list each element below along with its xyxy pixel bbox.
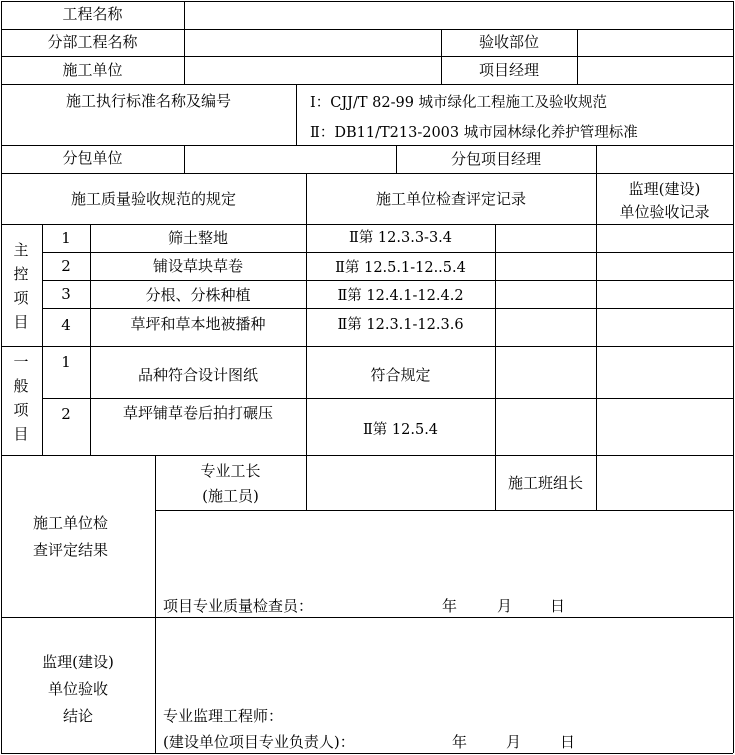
row-number: 3 (61, 285, 71, 303)
row-clause: 符合规定 (370, 366, 431, 384)
foreman-value[interactable] (307, 456, 494, 509)
main-items-group-label: 主 控 项 目 (13, 241, 29, 331)
column-supervisor-line2: 单位验收记录 (619, 203, 710, 221)
team-leader-label: 施工班组长 (507, 474, 583, 492)
contractor-label: 施工单位 (62, 61, 123, 79)
subcontract-manager-label: 分包项目经理 (450, 150, 541, 168)
rule (1, 346, 733, 347)
rule (1, 753, 733, 754)
row-clause: Ⅱ第 12.3.3-3.4 (348, 230, 453, 246)
date-year: 年 (442, 597, 458, 615)
rule (42, 308, 733, 309)
row-number: 2 (61, 405, 71, 423)
contractor-value[interactable] (185, 57, 440, 83)
contractor-result-area[interactable] (156, 511, 732, 591)
row-item: 草坪铺草卷后拍打碾压 (122, 404, 273, 422)
row-item: 铺设草块草卷 (152, 257, 243, 275)
standard-2: Ⅱ：DB11/T213-2003 城市园林绿化养护管理标准 (310, 125, 638, 141)
project-name-value[interactable] (185, 2, 732, 28)
date-year: 年 (452, 733, 468, 751)
rule (42, 398, 733, 399)
project-name-label: 工程名称 (62, 5, 123, 23)
row-number: 4 (61, 316, 71, 334)
rule (1, 173, 733, 174)
row-item: 草坪和草本地被播种 (130, 315, 266, 333)
foreman-label-line1: 专业工长 (200, 462, 261, 480)
quality-inspector-label: 项目专业质量检查员： (163, 597, 314, 615)
subcontractor-label: 分包单位 (62, 149, 123, 167)
rule (1, 1, 2, 753)
team-leader-value[interactable] (597, 456, 732, 509)
date-month: 月 (506, 733, 522, 751)
standard-1: Ⅰ：CJJ/T 82-99 城市绿化工程施工及验收规范 (310, 95, 608, 111)
foreman-label-line2: (施工员) (202, 487, 259, 505)
rule (733, 1, 734, 753)
project-manager-value[interactable] (578, 57, 732, 83)
row-clause: Ⅱ第 12.5.1-12..5.4 (335, 260, 466, 276)
row-clause: Ⅱ第 12.5.4 (362, 422, 439, 438)
supervisor-conclusion-line1: 监理(建设) (42, 653, 114, 671)
rule (42, 252, 733, 253)
row-clause: Ⅱ第 12.3.1-12.3.6 (337, 317, 464, 333)
owner-representative-label: (建设单位项目专业负责人)： (163, 733, 355, 751)
rule (42, 280, 733, 281)
rule (1, 84, 733, 85)
row-number: 2 (61, 257, 71, 275)
date-month: 月 (497, 597, 513, 615)
rule (1, 224, 733, 225)
row-number: 1 (61, 229, 71, 247)
general-items-group-label: 一 般 项 目 (13, 353, 29, 443)
column-spec: 施工质量验收规范的规定 (70, 190, 236, 208)
row-item: 分根、分株种植 (145, 286, 251, 304)
acceptance-part-value[interactable] (578, 30, 732, 55)
column-check-record: 施工单位检查评定记录 (375, 190, 526, 208)
rule (495, 224, 496, 510)
row-item: 筛土整地 (167, 229, 228, 247)
subcontractor-value[interactable] (185, 146, 395, 172)
supervisor-conclusion-area[interactable] (156, 618, 732, 702)
row-number: 1 (61, 353, 71, 371)
row-clause: Ⅱ第 12.4.1-12.4.2 (337, 288, 464, 304)
supervisor-conclusion-line3: 结论 (62, 707, 93, 725)
project-manager-label: 项目经理 (478, 61, 539, 79)
contractor-result-line2: 查评定结果 (33, 541, 109, 559)
supervising-engineer-label: 专业监理工程师： (163, 707, 284, 725)
contractor-result-line1: 施工单位检 (33, 514, 109, 532)
subproject-name-value[interactable] (185, 30, 440, 55)
rule (296, 84, 297, 145)
date-day: 日 (560, 733, 576, 751)
standard-label: 施工执行标准名称及编号 (65, 92, 231, 110)
date-day: 日 (550, 597, 566, 615)
supervisor-conclusion-line2: 单位验收 (47, 680, 108, 698)
row-item: 品种符合设计图纸 (137, 366, 258, 384)
subcontract-manager-value[interactable] (597, 146, 732, 172)
acceptance-part-label: 验收部位 (478, 33, 539, 51)
subproject-name-label: 分部工程名称 (47, 33, 138, 51)
column-supervisor-line1: 监理(建设) (628, 180, 701, 198)
